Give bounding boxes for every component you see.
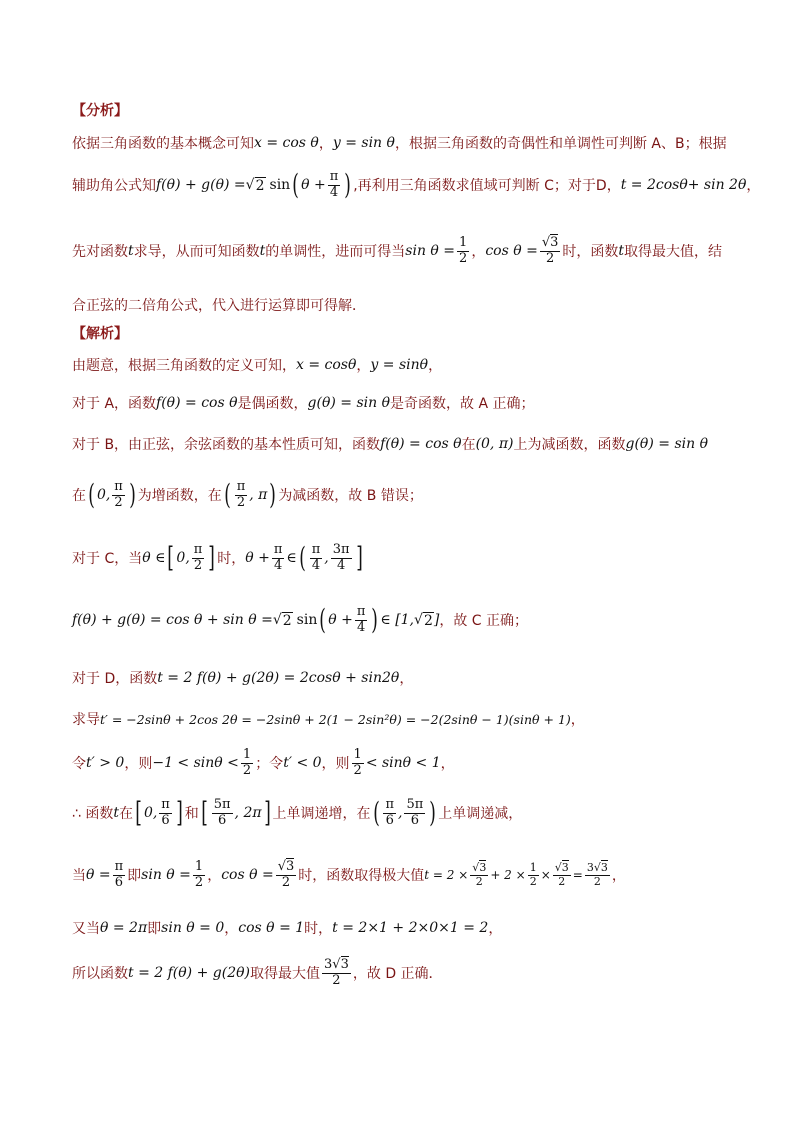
analysis-heading-text: 【分析】 xyxy=(72,103,128,119)
text: 时， xyxy=(217,551,246,568)
math: θ + xyxy=(301,177,326,194)
math: < sinθ < 1 xyxy=(365,755,441,772)
text: ， xyxy=(471,244,486,261)
solution-line-10: ∴ 函数 t 在 [ 0, $\frac{\pi}{6}$ ] 和 [ $\frac{5\pi}{6}$ , 2π ] 上单调递增，在 ( $\frac{\pi}{6}$ , $\frac{5\pi}{6}$ ) 上单调递减， xyxy=(72,796,523,830)
text: 在 xyxy=(461,437,476,453)
math: = xyxy=(572,868,583,883)
math: t′ = −2sinθ + 2cos 2θ = −2sinθ + 2(1 − 2sin²θ) = −2(2sinθ − 1)(sinθ + 1) xyxy=(100,711,571,727)
text: ；令 xyxy=(255,756,284,773)
math: f(θ) + g(θ) = cos θ + sin θ = xyxy=(72,612,273,629)
text: 即 xyxy=(127,868,142,885)
math: t = 2 × xyxy=(424,868,469,883)
fraction: $\frac{1}{2}$ xyxy=(529,861,537,888)
math: x = cosθ xyxy=(296,357,357,373)
text: 辅助角公式知 xyxy=(72,178,156,195)
text: ， xyxy=(570,712,585,728)
math: cos θ = xyxy=(221,867,274,884)
text: 上为减函数，函数 xyxy=(513,437,626,453)
fraction: $\frac{3√3}{2}$ xyxy=(324,957,349,988)
text: ∴ 函数 xyxy=(72,806,114,823)
math: cos θ = xyxy=(485,243,538,260)
solution-line-12 xyxy=(72,918,502,938)
text: 合正弦的二倍角公式，代入进行运算即可得解． xyxy=(72,298,366,314)
text: 求导 xyxy=(72,712,100,728)
fraction: $\frac{1}{2}$ xyxy=(459,235,468,266)
math: + 2 × xyxy=(490,868,526,883)
text: ,再利用三角函数求值域可判断 C；对于D， xyxy=(353,178,621,195)
math: sin xyxy=(269,177,291,194)
analysis-line-1 xyxy=(72,133,727,153)
math: sin θ = xyxy=(405,243,456,260)
sqrt: √ 2 xyxy=(272,611,292,629)
math: t xyxy=(128,243,134,260)
math: g(θ) = sin θ xyxy=(307,395,391,411)
analysis-line-3 xyxy=(72,236,722,267)
math: , xyxy=(397,805,403,822)
math: t = 2cosθ+ sin 2θ xyxy=(620,177,747,194)
text: 取得最大值，结 xyxy=(624,244,723,261)
text: 对于 C，当 xyxy=(72,551,143,568)
analysis-line-4 xyxy=(72,295,366,315)
text: 对于 A，函数 xyxy=(72,396,157,412)
solution-line-9 xyxy=(72,748,455,779)
solution-line-2 xyxy=(72,393,535,413)
math: t = 2 f(θ) + g(2θ) = 2cosθ + sin2θ xyxy=(157,670,400,686)
math: θ + xyxy=(328,612,353,629)
text: 是奇函数，故 A 正确； xyxy=(390,396,535,412)
math: t = 2×1 + 2×0×1 = 2 xyxy=(332,920,489,936)
text: 上单调递增，在 xyxy=(272,806,371,823)
text: 的单调性，进而可得当 xyxy=(265,244,406,261)
fraction: $\frac{√3}{2}$ xyxy=(277,859,295,890)
sqrt: √ 2 xyxy=(245,176,265,194)
fraction: $\frac{5\pi}{6}$ xyxy=(406,797,424,828)
math: f(θ) = cos θ xyxy=(156,395,238,411)
math: y = sinθ xyxy=(370,357,429,373)
math: t xyxy=(259,243,266,260)
math: , xyxy=(324,550,329,567)
text: 由题意，根据三角函数的定义可知， xyxy=(72,358,296,374)
fraction: $\frac{\pi}{6}$ xyxy=(114,859,124,890)
fraction: $\frac{√3}{2}$ xyxy=(554,861,569,888)
math: × xyxy=(540,868,551,883)
fraction: $\frac{\pi}{2}$ xyxy=(114,479,123,510)
text: 是偶函数， xyxy=(237,396,308,412)
math: t xyxy=(618,243,625,260)
solution-line-5: 对于 C，当 θ ∈ [ 0, $\frac{\pi}{2}$ ] 时， θ + $\frac{\pi}{4}$ ∈ ( $\frac{\pi}{4}$ , $\frac{3\pi}{4}$ ] xyxy=(72,541,363,575)
text: 对于 D，函数 xyxy=(72,671,158,687)
text: ，故 D 正确． xyxy=(352,966,443,983)
solution-line-4: 在 ( 0, $\frac{\pi}{2}$ ) 为增函数，在 ( $\frac{\pi}{2}$ , π ) 为减函数，故 B 错误； xyxy=(72,478,423,512)
fraction: $\frac{3√3}{2}$ xyxy=(586,861,608,888)
fraction: $\frac{√3}{2}$ xyxy=(472,861,487,888)
solution-line-3 xyxy=(72,434,708,454)
math: 0, xyxy=(143,805,158,822)
text: ， xyxy=(611,868,626,885)
text: ，则 xyxy=(124,756,153,773)
fraction: $\frac{1}{2}$ xyxy=(194,859,204,890)
math: θ = xyxy=(86,867,111,884)
math: (0, π) xyxy=(475,436,514,452)
solution-line-13 xyxy=(72,958,443,989)
math: , π xyxy=(249,487,268,504)
text: 当 xyxy=(72,868,86,885)
math: t′ > 0 xyxy=(86,755,125,772)
text: 时，函数取得极大值 xyxy=(298,868,425,885)
math: g(θ) = sin θ xyxy=(625,436,709,452)
text: 为增函数，在 xyxy=(137,488,222,505)
text: 所以函数 xyxy=(72,966,128,983)
math: , 2π xyxy=(234,805,262,822)
solution-heading xyxy=(72,323,128,343)
math: 0, xyxy=(176,550,190,567)
sqrt: √ 2 xyxy=(414,611,433,629)
fraction: $\frac{3\pi}{4}$ xyxy=(332,542,350,573)
math: ∈ [1, xyxy=(380,612,415,629)
fraction: $\frac{\pi}{4}$ xyxy=(273,542,283,573)
text: ， xyxy=(224,921,239,937)
math: t′ < 0 xyxy=(283,755,322,772)
solution-line-6: f(θ) + g(θ) = cos θ + sin θ = √ 2 sin ( θ + $\frac{\pi}{4}$ ) ∈ [1, √ 2 ] ，故 C 正确； xyxy=(72,603,529,637)
text: ， xyxy=(318,136,333,152)
math: x = cos θ xyxy=(254,135,319,151)
math: t = 2 f(θ) + g(2θ) xyxy=(128,965,251,982)
solution-line-1 xyxy=(72,355,442,375)
math: sin θ = 0 xyxy=(161,920,225,936)
math: θ ∈ xyxy=(142,550,166,567)
math: cos θ = 1 xyxy=(238,920,305,936)
text: 令 xyxy=(72,756,86,773)
text: ， xyxy=(440,756,455,773)
text: 时， xyxy=(304,921,333,937)
solution-line-7 xyxy=(72,668,413,688)
text: ， xyxy=(207,868,222,885)
text: 取得最大值 xyxy=(250,966,321,983)
text: ， xyxy=(399,671,414,687)
fraction: $\frac{\pi}{4}$ xyxy=(356,604,366,635)
fraction: $\frac{1}{2}$ xyxy=(353,747,362,778)
fraction: $\frac{\pi}{6}$ xyxy=(161,797,170,828)
text: 求导，从而可知函数 xyxy=(133,244,260,261)
math: ] xyxy=(433,612,440,629)
math: sin xyxy=(296,612,318,629)
text: ， xyxy=(356,358,371,374)
text: 依据三角函数的基本概念可知 xyxy=(72,136,254,152)
solution-line-8 xyxy=(72,709,585,729)
text: 对于 B，由正弦，余弦函数的基本性质可知，函数 xyxy=(72,437,381,453)
text: ，故 C 正确； xyxy=(439,613,529,630)
text: 时，函数 xyxy=(562,244,619,261)
text: 上单调递减， xyxy=(438,806,523,823)
text: 即 xyxy=(147,921,162,937)
text: 为减函数，故 B 错误； xyxy=(278,488,423,505)
math: f(θ) = cos θ xyxy=(380,436,462,452)
text: 又当 xyxy=(72,921,100,937)
text: ， xyxy=(746,178,761,195)
math: θ + xyxy=(245,550,270,567)
math: t xyxy=(113,805,119,822)
math: y = sin θ xyxy=(332,135,395,151)
text: ，根据三角函数的奇偶性和单调性可判断 A、B；根据 xyxy=(394,136,727,152)
fraction: $\frac{\pi}{4}$ xyxy=(329,169,339,200)
math: −1 < sinθ < xyxy=(152,755,239,772)
fraction: $\frac{\pi}{4}$ xyxy=(311,542,321,573)
fraction: $\frac{\pi}{2}$ xyxy=(236,479,246,510)
text: ， xyxy=(428,358,443,374)
text: ，则 xyxy=(321,756,350,773)
fraction: $\frac{1}{2}$ xyxy=(242,747,252,778)
analysis-line-2: 辅助角公式知 f(θ) + g(θ) = √ 2 sin ( θ + $\frac{\pi}{4}$ ) ,再利用三角函数求值域可判断 C；对于D， t = 2cosθ+ sin 2θ ， xyxy=(72,168,761,202)
math: sin θ = xyxy=(141,867,191,884)
text: 在 xyxy=(119,806,133,823)
text: ， xyxy=(488,921,503,937)
math: θ = 2π xyxy=(100,920,148,936)
solution-heading-text: 【解析】 xyxy=(72,326,128,342)
text: 在 xyxy=(72,488,86,505)
analysis-heading xyxy=(72,100,128,120)
fraction: $\frac{\pi}{6}$ xyxy=(385,797,394,828)
text: 先对函数 xyxy=(72,244,128,261)
text: 和 xyxy=(184,806,199,823)
fraction: $\frac{5\pi}{6}$ xyxy=(213,797,231,828)
fraction: $\frac{\pi}{2}$ xyxy=(193,542,203,573)
math: 0, xyxy=(96,487,111,504)
fraction: $\frac{√3}{2}$ xyxy=(541,235,559,266)
math: ∈ xyxy=(286,550,297,567)
math: f(θ) + g(θ) = xyxy=(156,177,246,194)
solution-line-11 xyxy=(72,860,626,891)
